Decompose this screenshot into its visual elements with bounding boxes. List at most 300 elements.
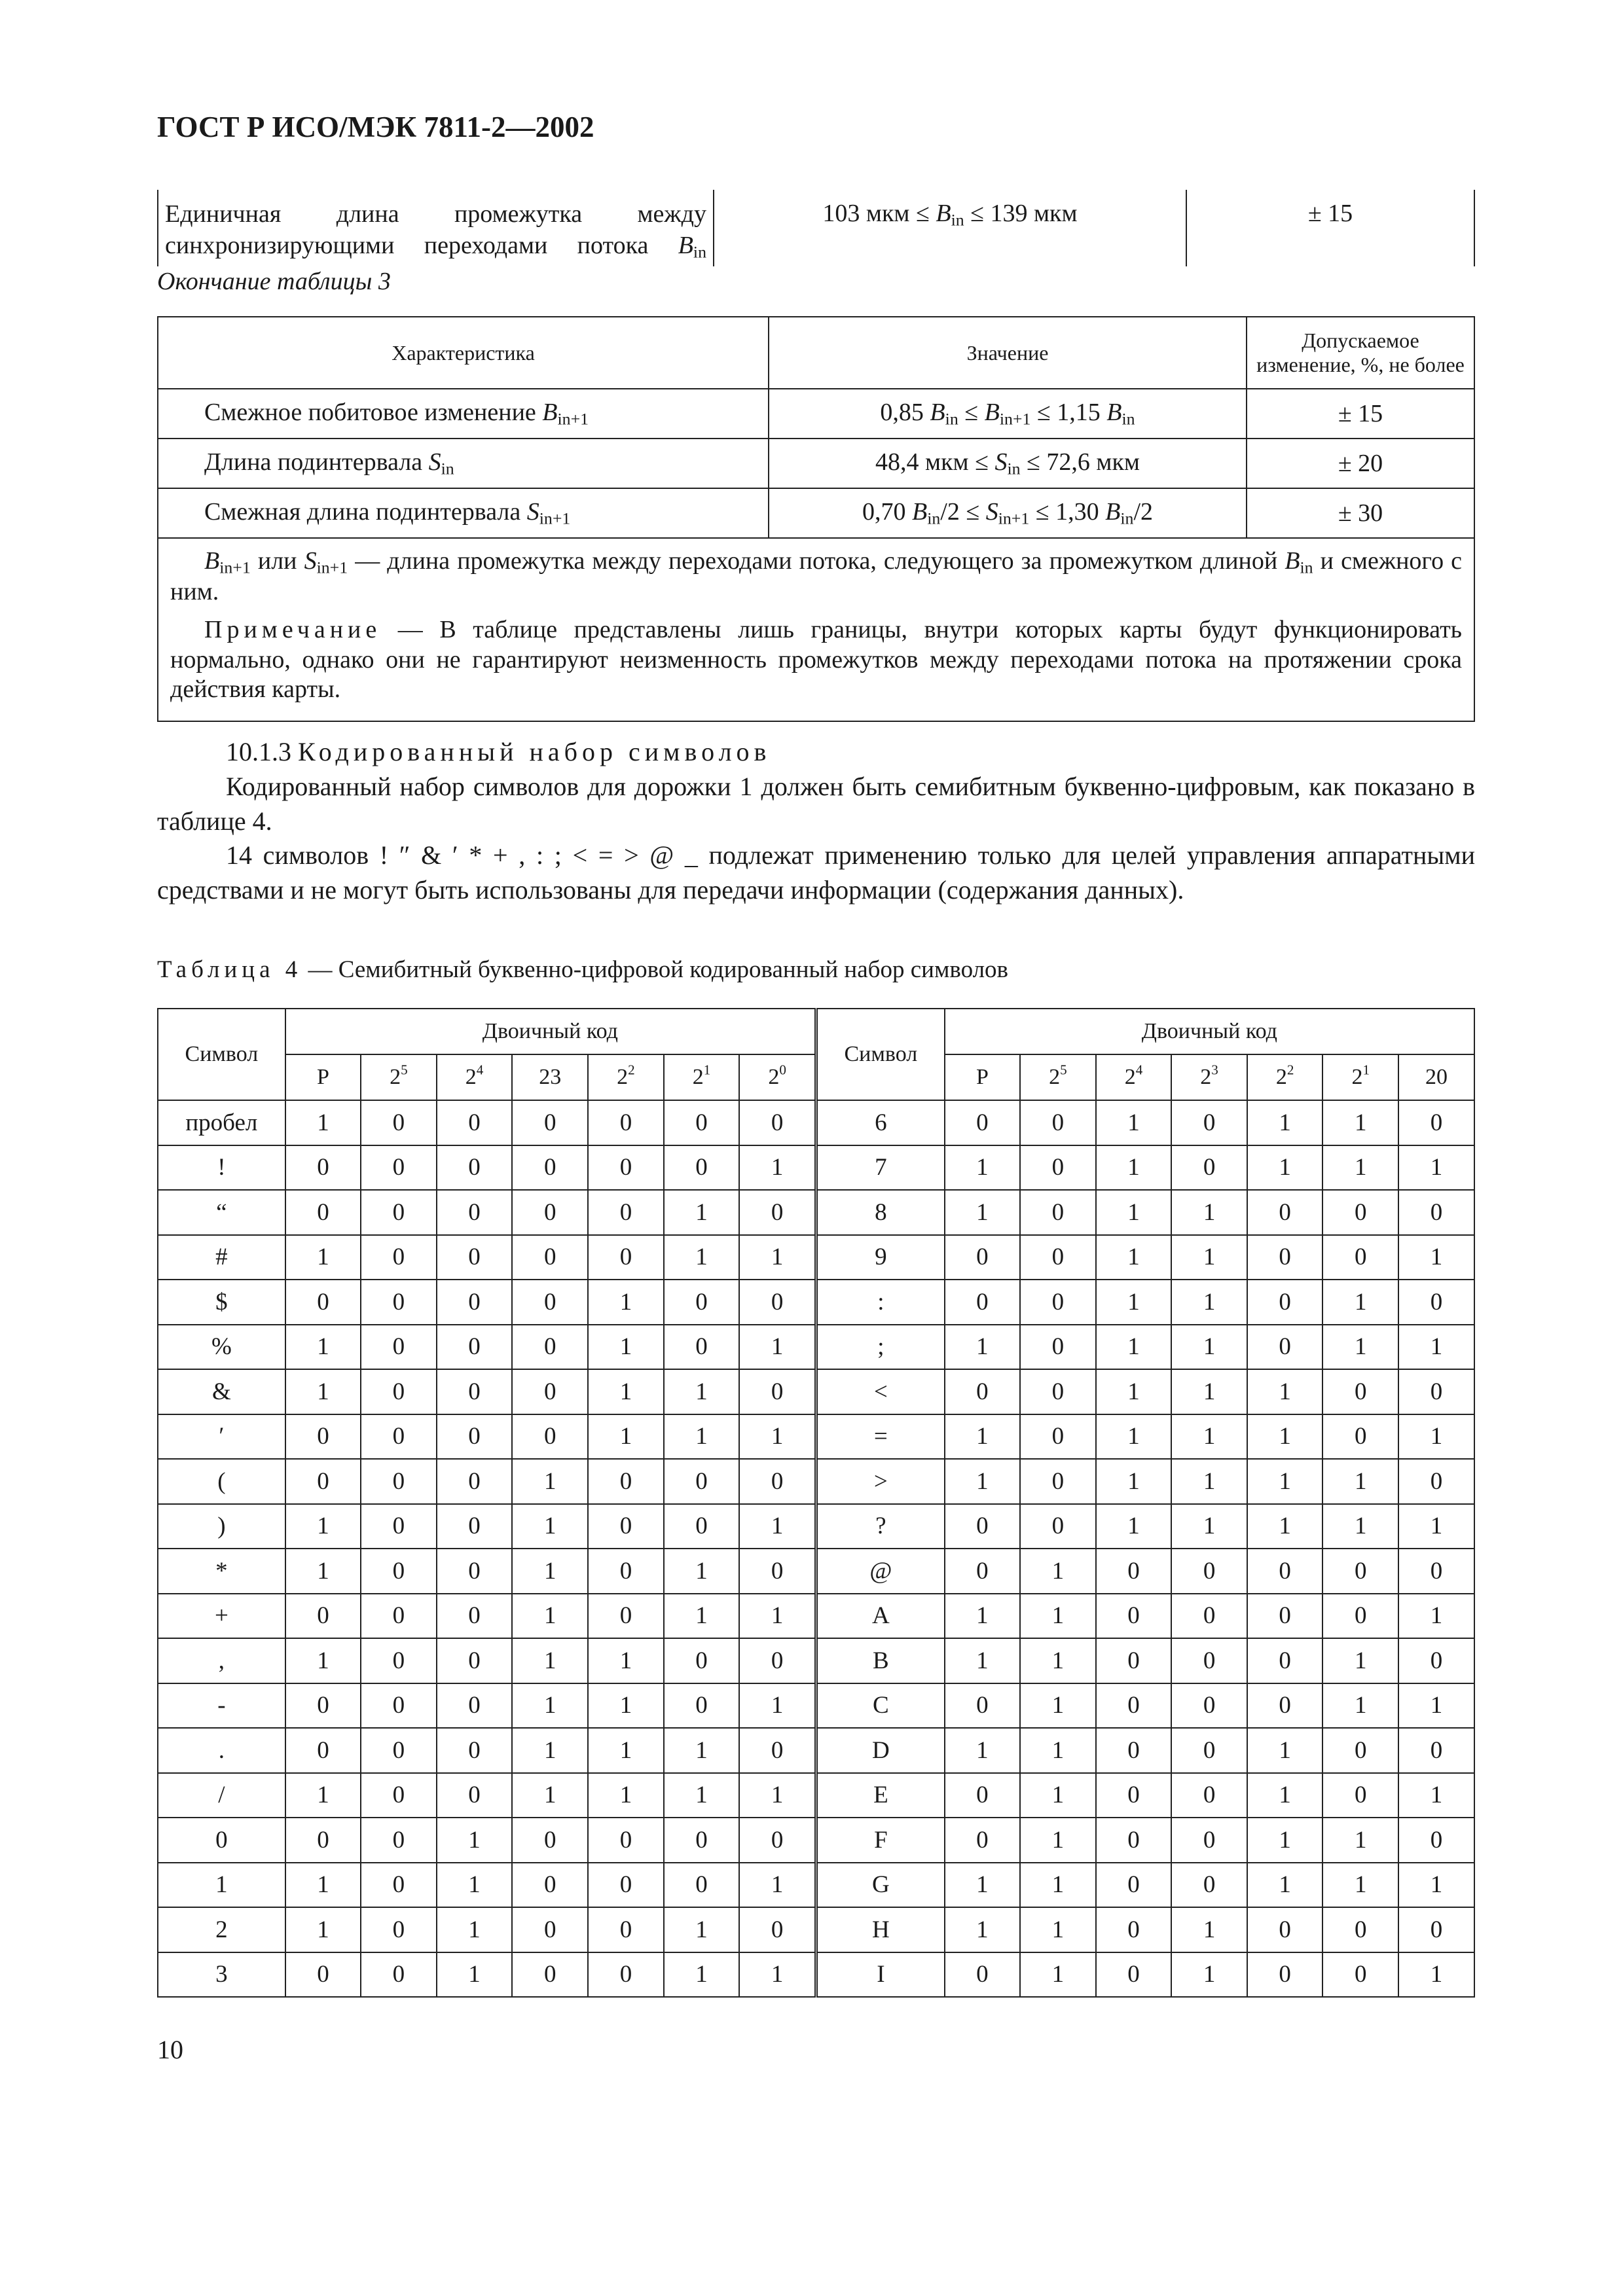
bit-cell: 0 [739, 1190, 816, 1235]
bit-cell: 1 [945, 1907, 1020, 1952]
bit-cell: 1 [1020, 1863, 1096, 1908]
bit-cell: 0 [664, 1325, 740, 1370]
bit-cell: 0 [1020, 1504, 1096, 1549]
bit-cell: 1 [1096, 1369, 1172, 1414]
symbol-cell: & [158, 1369, 285, 1414]
bit-cell: 1 [1247, 1369, 1323, 1414]
bit-cell: 0 [512, 1414, 588, 1460]
bit-cell: 1 [1247, 1504, 1323, 1549]
bit-cell: 1 [664, 1952, 740, 1998]
symbol-cell: H [816, 1907, 944, 1952]
bit-cell: 1 [1322, 1863, 1398, 1908]
bit-cell: 0 [285, 1683, 361, 1729]
bit-cell: 1 [1247, 1100, 1323, 1145]
bit-cell: 0 [361, 1145, 437, 1191]
bit-cell: 1 [664, 1773, 740, 1818]
bit-cell: 0 [285, 1728, 361, 1773]
table-row [158, 1369, 1474, 1414]
document-header: ГОСТ Р ИСО/МЭК 7811-2—2002 [157, 111, 594, 143]
symbol-cell: 2 [158, 1907, 285, 1952]
table-row [158, 1414, 1474, 1460]
bit-cell: 1 [1171, 1280, 1247, 1325]
bit-cell: 0 [512, 1863, 588, 1908]
bit-cell: 0 [512, 1100, 588, 1145]
row2-val-b: ≤ 72,6 мкм [1020, 448, 1140, 476]
bit-cell: 0 [664, 1504, 740, 1549]
section-paragraph-2: 14 символов ! ″ & ′ * + , : ; < = > @ _ подлежат применению только для целей управления аппаратными средствами и не могут быть использованы для передачи информации (содержания данных). [157, 840, 1475, 905]
bit-cell: 1 [1171, 1952, 1247, 1998]
table-row [158, 1145, 1474, 1191]
bit-header-right-3: $2^3$ [1171, 1054, 1247, 1100]
bit-header-left-0: P [285, 1054, 361, 1100]
bit-cell: 0 [664, 1638, 740, 1683]
bit-cell: 0 [1398, 1907, 1474, 1952]
bit-cell: 0 [361, 1235, 437, 1280]
row3-val-b: /2 ≤ [940, 498, 986, 526]
bit-cell: 1 [285, 1863, 361, 1908]
bit-cell: 1 [1247, 1459, 1323, 1504]
bit-cell: 0 [437, 1100, 513, 1145]
bit-cell: 1 [437, 1952, 513, 1998]
table-row [158, 389, 1474, 439]
table3-end-caption: Окончание таблицы 3 [157, 268, 391, 295]
symbol-cell: B [816, 1638, 944, 1683]
note1-c: и смежного с ним. [170, 547, 1463, 606]
bit-cell: 1 [588, 1773, 664, 1818]
bit-cell: 1 [1322, 1325, 1398, 1370]
bit-cell: 0 [285, 1145, 361, 1191]
cont-tol-cell: ± 15 [1186, 190, 1474, 266]
bit-cell: 1 [437, 1818, 513, 1863]
bit-cell: 0 [361, 1190, 437, 1235]
bit-header-left-6: $2^0$ [739, 1054, 816, 1100]
bit-cell: 0 [285, 1414, 361, 1460]
bit-cell: 1 [945, 1863, 1020, 1908]
bit-cell: 0 [1096, 1907, 1172, 1952]
bit-header-left-3: 23 [512, 1054, 588, 1100]
bit-cell: 0 [1096, 1818, 1172, 1863]
bit-cell: 0 [739, 1100, 816, 1145]
bit-cell: 0 [285, 1190, 361, 1235]
bit-cell: 0 [361, 1863, 437, 1908]
bit-cell: 0 [1171, 1728, 1247, 1773]
row3-val-c: ≤ 1,30 [1029, 498, 1106, 526]
head-symbol-left: Символ [158, 1009, 285, 1100]
bit-cell: 0 [1398, 1100, 1474, 1145]
bit-cell: 0 [1171, 1638, 1247, 1683]
bit-cell: 0 [1247, 1638, 1323, 1683]
table-row [158, 190, 1474, 266]
bit-cell: 0 [588, 1190, 664, 1235]
bit-cell: 0 [437, 1414, 513, 1460]
symbol-cell: ( [158, 1459, 285, 1504]
note-definition: $B_{in+1}$ или $S_{in+1}$ — длина промежутка между переходами потока, следующего за промежутком длиной $B_{in}$ и смежного с ним. [170, 547, 1463, 606]
bit-cell: 0 [1398, 1818, 1474, 1863]
bit-cell: 0 [437, 1325, 513, 1370]
bit-cell: 1 [1020, 1638, 1096, 1683]
bit-cell: 1 [588, 1325, 664, 1370]
bit-cell: 1 [1020, 1773, 1096, 1818]
bit-cell: 0 [1247, 1907, 1323, 1952]
bit-cell: 1 [285, 1369, 361, 1414]
table4-caption [157, 956, 1008, 984]
table3-continuation [157, 190, 1475, 266]
symbol-cell: E [816, 1773, 944, 1818]
bit-cell: 0 [1322, 1190, 1398, 1235]
table-row [158, 488, 1474, 538]
bit-cell: 0 [588, 1594, 664, 1639]
bit-cell: 1 [512, 1594, 588, 1639]
bit-cell: 0 [739, 1818, 816, 1863]
bit-cell: 0 [1322, 1773, 1398, 1818]
bit-cell: 0 [1398, 1280, 1474, 1325]
bit-cell: 0 [1247, 1235, 1323, 1280]
symbol-cell: + [158, 1594, 285, 1639]
bit-cell: 0 [285, 1280, 361, 1325]
bit-cell: 1 [945, 1414, 1020, 1460]
bit-cell: 1 [664, 1549, 740, 1594]
head-value: Значение [769, 317, 1247, 389]
bit-cell: 0 [1322, 1728, 1398, 1773]
bit-cell: 0 [437, 1683, 513, 1729]
bit-cell: 1 [1171, 1325, 1247, 1370]
bit-cell: 0 [664, 1683, 740, 1729]
bit-cell: 1 [437, 1863, 513, 1908]
bit-cell: 1 [664, 1907, 740, 1952]
bit-cell: 1 [1020, 1952, 1096, 1998]
bit-cell: 0 [1247, 1549, 1323, 1594]
bit-cell: 0 [588, 1818, 664, 1863]
bit-cell: 1 [1398, 1235, 1474, 1280]
bit-cell: 1 [1398, 1325, 1474, 1370]
bit-cell: 0 [588, 1459, 664, 1504]
symbol-cell: D [816, 1728, 944, 1773]
bit-cell: 0 [1096, 1683, 1172, 1729]
bit-cell: 1 [1096, 1145, 1172, 1191]
bit-cell: 1 [1096, 1235, 1172, 1280]
bit-cell: 1 [1096, 1325, 1172, 1370]
symbol-cell: < [816, 1369, 944, 1414]
bit-cell: 1 [739, 1863, 816, 1908]
bit-cell: 1 [285, 1773, 361, 1818]
bit-cell: 1 [945, 1190, 1020, 1235]
bit-cell: 0 [437, 1773, 513, 1818]
bit-cell: 1 [945, 1145, 1020, 1191]
bit-cell: 1 [1398, 1145, 1474, 1191]
bit-cell: 0 [437, 1459, 513, 1504]
head-characteristic: Характеристика [158, 317, 769, 389]
bit-cell: 0 [588, 1504, 664, 1549]
bit-cell: 1 [739, 1952, 816, 1998]
bit-cell: 0 [1096, 1863, 1172, 1908]
bit-cell: 1 [1020, 1594, 1096, 1639]
head-code-left: Двоичный код [285, 1009, 816, 1054]
bit-cell: 0 [361, 1369, 437, 1414]
bit-cell: 0 [1020, 1414, 1096, 1460]
bit-cell: 0 [739, 1728, 816, 1773]
symbol-cell: ) [158, 1504, 285, 1549]
bit-header-left-1: $2^5$ [361, 1054, 437, 1100]
bit-cell: 1 [1096, 1280, 1172, 1325]
bit-cell: 0 [361, 1280, 437, 1325]
bit-cell: 1 [285, 1325, 361, 1370]
bit-cell: 1 [285, 1504, 361, 1549]
bit-cell: 1 [285, 1235, 361, 1280]
symbol-cell: I [816, 1952, 944, 1998]
bit-cell: 0 [512, 1818, 588, 1863]
section-10-1-3 [157, 735, 1475, 908]
bit-cell: 0 [437, 1638, 513, 1683]
row2-char-text: Длина подинтервала [204, 448, 429, 476]
row3-tolerance: ± 30 [1247, 488, 1474, 538]
table-row [158, 1594, 1474, 1639]
table-header-row [158, 1009, 1474, 1054]
bit-cell: 0 [1322, 1235, 1398, 1280]
bit-cell: 0 [1020, 1145, 1096, 1191]
table4 [157, 1008, 1475, 1998]
bit-cell: 0 [1096, 1728, 1172, 1773]
table-row [158, 1773, 1474, 1818]
bit-cell: 0 [739, 1638, 816, 1683]
bit-header-left-4: $2^2$ [588, 1054, 664, 1100]
symbol-cell: % [158, 1325, 285, 1370]
bit-cell: 0 [739, 1549, 816, 1594]
table-row [158, 1235, 1474, 1280]
bit-cell: 1 [1171, 1369, 1247, 1414]
bit-cell: 1 [588, 1683, 664, 1729]
bit-cell: 1 [739, 1325, 816, 1370]
section-number: 10.1.3 [226, 737, 298, 766]
bit-cell: 0 [588, 1145, 664, 1191]
bit-cell: 0 [437, 1145, 513, 1191]
bit-cell: 0 [1171, 1145, 1247, 1191]
bit-cell: 1 [1398, 1414, 1474, 1460]
bit-cell: 1 [945, 1594, 1020, 1639]
bit-cell: 1 [1020, 1907, 1096, 1952]
bit-header-right-4: $2^2$ [1247, 1054, 1323, 1100]
table-row [158, 1190, 1474, 1235]
bit-cell: 1 [945, 1638, 1020, 1683]
bit-cell: 1 [1398, 1773, 1474, 1818]
bit-cell: 1 [1096, 1504, 1172, 1549]
note2-text: — В таблице представлены лишь границы, внутри которых карты будут функционировать нормально, однако они не гарантируют неизменность промежутков между переходами потока на протяжении срока действия карты. [170, 616, 1462, 704]
row3-char-text: Смежная длина подинтервала [204, 498, 527, 526]
table-row [158, 1280, 1474, 1325]
symbol-cell: > [816, 1459, 944, 1504]
bit-cell: 1 [1322, 1459, 1398, 1504]
bit-cell: 1 [588, 1369, 664, 1414]
row2-val-a: 48,4 мкм ≤ [875, 448, 995, 476]
bit-header-left-5: $2^1$ [664, 1054, 740, 1100]
head-symbol-right: Символ [816, 1009, 944, 1100]
bit-cell: 0 [1171, 1683, 1247, 1729]
bit-cell: 1 [1247, 1863, 1323, 1908]
bit-cell: 1 [588, 1414, 664, 1460]
bit-cell: 0 [1247, 1190, 1323, 1235]
bit-cell: 1 [1247, 1818, 1323, 1863]
bit-cell: 0 [512, 1235, 588, 1280]
bit-cell: 0 [285, 1818, 361, 1863]
bit-cell: 0 [1398, 1549, 1474, 1594]
bit-cell: 1 [437, 1907, 513, 1952]
bit-cell: 1 [1247, 1773, 1323, 1818]
bit-cell: 1 [512, 1504, 588, 1549]
symbol-cell: 3 [158, 1952, 285, 1998]
bit-cell: 0 [1398, 1459, 1474, 1504]
bit-cell: 0 [361, 1728, 437, 1773]
symbol-cell: : [816, 1280, 944, 1325]
bit-cell: 0 [361, 1504, 437, 1549]
bit-cell: 0 [437, 1549, 513, 1594]
bit-cell: 1 [1322, 1683, 1398, 1729]
bit-cell: 0 [945, 1952, 1020, 1998]
bit-cell: 0 [1322, 1952, 1398, 1998]
bit-cell: 1 [664, 1728, 740, 1773]
bit-cell: 0 [1398, 1728, 1474, 1773]
bit-cell: 0 [285, 1952, 361, 1998]
bit-cell: 1 [1322, 1818, 1398, 1863]
bit-cell: 1 [1247, 1414, 1323, 1460]
bit-cell: 1 [1171, 1190, 1247, 1235]
bit-cell: 1 [512, 1728, 588, 1773]
table-row [158, 1952, 1474, 1998]
symbol-cell: ; [816, 1325, 944, 1370]
row2-characteristic: Длина подинтервала $S_{in}$ [158, 439, 769, 488]
bit-cell: 1 [1171, 1907, 1247, 1952]
bit-cell: 0 [1020, 1459, 1096, 1504]
bit-cell: 0 [1171, 1818, 1247, 1863]
symbol-cell: 7 [816, 1145, 944, 1191]
bit-cell: 1 [1171, 1414, 1247, 1460]
bit-cell: 0 [1171, 1773, 1247, 1818]
bit-cell: 1 [739, 1235, 816, 1280]
bit-cell: 0 [437, 1369, 513, 1414]
bit-header-right-2: $2^4$ [1096, 1054, 1172, 1100]
table-row [158, 1818, 1474, 1863]
bit-cell: 0 [361, 1414, 437, 1460]
bit-cell: 0 [1322, 1549, 1398, 1594]
bit-cell: 1 [739, 1683, 816, 1729]
bit-cell: 0 [588, 1235, 664, 1280]
bit-cell: 1 [739, 1145, 816, 1191]
bit-cell: 0 [739, 1369, 816, 1414]
bit-cell: 0 [739, 1280, 816, 1325]
table-row [158, 1638, 1474, 1683]
symbol-cell: F [816, 1818, 944, 1863]
bit-cell: 1 [1398, 1594, 1474, 1639]
bit-cell: 0 [588, 1100, 664, 1145]
note-remark [170, 615, 1462, 705]
bit-cell: 0 [361, 1325, 437, 1370]
table-notes-row [158, 538, 1474, 721]
row3-val-a: 0,70 [862, 498, 912, 526]
bit-cell: 0 [1171, 1549, 1247, 1594]
bit-cell: 1 [1247, 1145, 1323, 1191]
bit-cell: 0 [664, 1280, 740, 1325]
bit-cell: 0 [361, 1952, 437, 1998]
bit-cell: 1 [588, 1280, 664, 1325]
symbol-cell: 6 [816, 1100, 944, 1145]
bit-cell: 1 [285, 1907, 361, 1952]
row1-characteristic: Смежное побитовое изменение $B_{in+1}$ [158, 389, 769, 439]
symbol-cell: “ [158, 1190, 285, 1235]
bit-cell: 0 [1020, 1280, 1096, 1325]
cont-value-cell: 103 мкм ≤ $B_{in} \le 139$ мкм [714, 190, 1186, 266]
bit-cell: 0 [945, 1549, 1020, 1594]
bit-cell: 1 [664, 1369, 740, 1414]
bit-cell: 1 [1398, 1952, 1474, 1998]
bit-cell: 0 [664, 1863, 740, 1908]
row2-tolerance: ± 20 [1247, 439, 1474, 488]
bit-cell: 1 [945, 1728, 1020, 1773]
note2-label: Примечание [204, 616, 382, 644]
bit-cell: 0 [1171, 1863, 1247, 1908]
bit-cell: 1 [1398, 1683, 1474, 1729]
bit-cell: 0 [512, 1907, 588, 1952]
bit-cell: 0 [664, 1459, 740, 1504]
bit-cell: 1 [664, 1594, 740, 1639]
bit-cell: 1 [664, 1414, 740, 1460]
row3-val-d: /2 [1133, 498, 1154, 526]
bit-cell: 1 [1020, 1818, 1096, 1863]
section-paragraph-1: Кодированный набор символов для дорожки 1 должен быть семибитным буквенно-цифровым, как показано в таблице 4. [157, 771, 1475, 836]
bit-cell: 1 [1322, 1100, 1398, 1145]
bit-cell: 1 [739, 1773, 816, 1818]
row2-value: 48,4 мкм ≤ $S_{in} \le 72,6$ мкм [769, 439, 1247, 488]
bit-cell: 1 [1322, 1280, 1398, 1325]
row3-characteristic: Смежная длина подинтервала $S_{in+1}$ [158, 488, 769, 538]
bit-cell: 1 [664, 1235, 740, 1280]
bit-cell: 1 [1020, 1683, 1096, 1729]
bit-cell: 0 [361, 1459, 437, 1504]
bit-cell: 0 [1096, 1638, 1172, 1683]
bit-cell: 1 [512, 1459, 588, 1504]
bit-cell: 0 [588, 1549, 664, 1594]
bit-cell: 1 [285, 1549, 361, 1594]
bit-cell: 0 [1322, 1907, 1398, 1952]
bit-cell: 0 [1096, 1549, 1172, 1594]
bit-header-right-6: 20 [1398, 1054, 1474, 1100]
bit-cell: 0 [1247, 1280, 1323, 1325]
bit-cell: 0 [1322, 1414, 1398, 1460]
symbol-cell: G [816, 1863, 944, 1908]
bit-cell: 0 [1398, 1190, 1474, 1235]
row1-val-b: ≤ [958, 399, 985, 427]
symbol-cell: . [158, 1728, 285, 1773]
bit-cell: 0 [361, 1594, 437, 1639]
bit-cell: 0 [361, 1549, 437, 1594]
head-code-right: Двоичный код [945, 1009, 1474, 1054]
bit-cell: 1 [1096, 1414, 1172, 1460]
row1-tolerance: ± 15 [1247, 389, 1474, 439]
bit-cell: 1 [1096, 1459, 1172, 1504]
bit-cell: 1 [664, 1190, 740, 1235]
bit-cell: 0 [1020, 1325, 1096, 1370]
table-row [158, 1100, 1474, 1145]
bit-cell: 1 [512, 1683, 588, 1729]
bit-cell: 0 [1322, 1369, 1398, 1414]
bit-cell: 0 [945, 1818, 1020, 1863]
row1-char-text: Смежное побитовое изменение [204, 399, 543, 427]
symbol-cell: / [158, 1773, 285, 1818]
table-row [158, 1504, 1474, 1549]
table-row [158, 1683, 1474, 1729]
bit-cell: 0 [1020, 1235, 1096, 1280]
symbol-cell: C [816, 1683, 944, 1729]
bit-header-right-0: P [945, 1054, 1020, 1100]
bit-cell: 0 [945, 1683, 1020, 1729]
table-row [158, 1728, 1474, 1773]
